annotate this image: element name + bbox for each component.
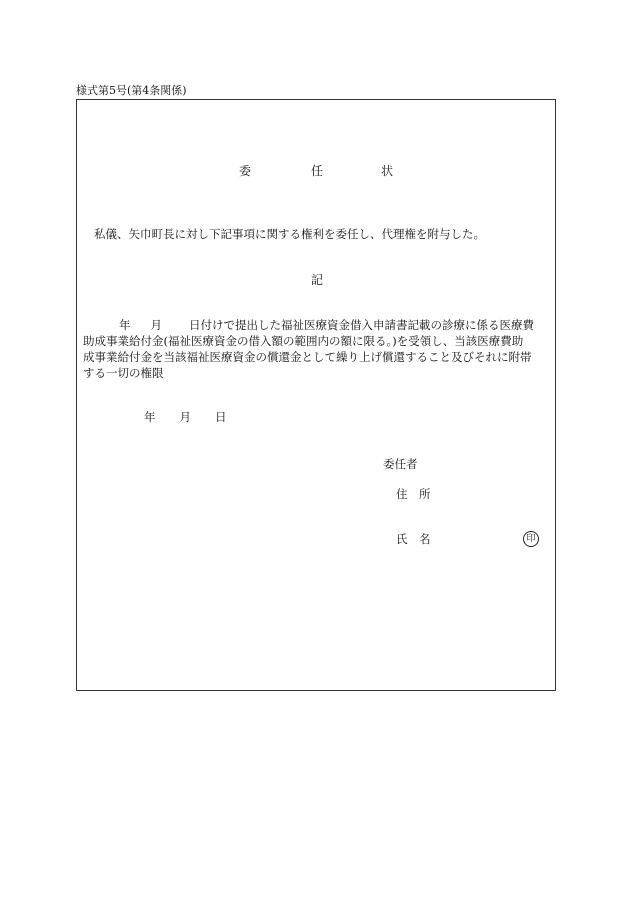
delegation-details [83, 317, 549, 381]
title-char-3: 状 [381, 164, 394, 178]
title-char-2: 任 [311, 164, 324, 178]
date-day-label: 日 [215, 410, 227, 424]
details-line-1-text: 日付けで提出した福祉医療資金借入申請書記載の診療に係る医療費 [189, 318, 534, 332]
details-year-label: 年 [119, 318, 131, 332]
signing-date [144, 410, 227, 424]
form-number-label: 様式第5号(第4条関係) [76, 84, 187, 97]
details-line-3: 成事業給付金を当該福祉医療資金の償還金として繰り上げ償還すること及びそれに附帯 [83, 350, 532, 364]
date-month-label: 月 [179, 410, 191, 424]
details-line-2: 助成事業給付金(福祉医療資金の借入額の範囲内の額に限る。)を受領し、当該医療費助 [83, 334, 524, 348]
name-label: 氏 名 [396, 532, 431, 546]
details-line-1 [83, 317, 549, 333]
intro-statement: 私儀、矢巾町長に対し下記事項に関する権利を委任し、代理権を附与した。 [94, 227, 485, 241]
date-year-label: 年 [144, 410, 156, 424]
title-char-1: 委 [239, 164, 252, 178]
seal-mark: 印 [523, 531, 539, 547]
address-label: 住 所 [396, 487, 431, 501]
details-month-label: 月 [150, 318, 162, 332]
delegator-label: 委任者 [383, 457, 418, 471]
details-line-4: する一切の権限 [83, 366, 164, 380]
section-heading-ki: 記 [311, 273, 324, 287]
document-frame [76, 99, 556, 691]
